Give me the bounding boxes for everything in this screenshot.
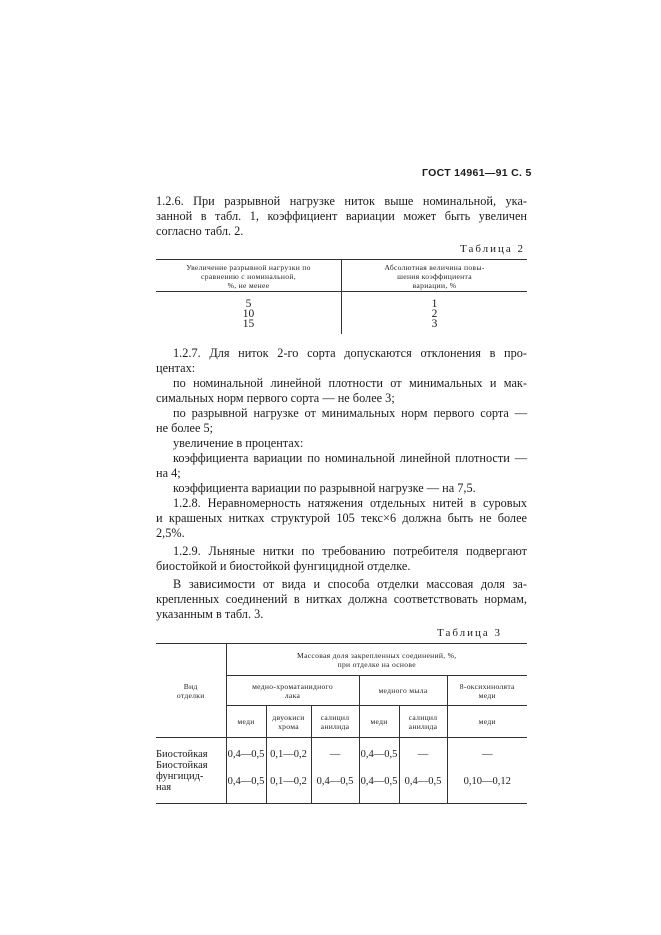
table-3-main-header: Массовая доля закрепленных соединений, %, при отделке на основе [226,644,527,676]
para-127-line-2: центах: [156,361,196,375]
table-2-cell: 5 [245,298,252,310]
table-2-cell: 1 [431,298,438,310]
table-3-cell: 0,4—0,5 [359,738,399,760]
table-3-sub-chromium: двуокиси хрома [266,706,311,738]
para-126-line-1: 1.2.6. При разрывной нагрузке ниток выше номинальной, ука- [156,194,527,208]
table-3-cell: 0,10—0,12 [463,775,511,787]
table-3-row-type: Биостойкая [156,738,226,760]
table-3-cell: 0,1—0,2 [266,760,311,804]
table-3-cell: — [311,738,359,760]
para-127-line-9: на 4; [156,466,181,480]
para-129-line-2: биостойкой и биостойкой фунгицидной отделке. [156,559,411,573]
para-127-line-3: по номинальной линейной плотности от минимальных и мак- [173,376,527,390]
table-2-increase-col [156,299,341,329]
para-127-line-7: увеличение в процентах: [173,436,304,450]
table-3-group-oxyquinolate: 8-оксихинолята меди [447,676,527,706]
para-126-line-3: согласно табл. 2. [156,224,244,238]
table-3-sub-salicylanilide: салицил анилида [399,706,447,738]
table-2-cell: 2 [431,308,438,320]
para-128-line-1: 1.2.8. Неравномерность натяжения отдельных нитей в суровых [173,496,527,510]
para-126-line-2: занной в табл. 1, коэффициент вариации может быть увеличен [156,209,527,223]
para-128-line-3: 2,5%. [156,526,185,540]
table-3-cell: 0,4—0,5 [359,760,399,804]
table-3-cell: 0,4—0,5 [311,760,359,804]
table-3-cell: 0,4—0,5 [399,760,447,804]
para-next-line-3: указанным в табл. 3. [156,607,264,621]
table-3-caption: Таблица 3 [437,627,503,639]
table-3-type-header: Вид отделки [156,644,226,738]
table-3-sub-salicylanilide: салицил анилида [311,706,359,738]
page-header: ГОСТ 14961—91 С. 5 [422,167,532,179]
para-127-line-8: коэффициента вариации по номинальной линейной плотности — [173,451,527,465]
table-3-group-copper-chromate: медно-хроматанидного лака [226,676,359,706]
table-3-sub-copper: меди [478,717,496,726]
para-127-line-1: 1.2.7. Для ниток 2-го сорта допускаются отклонения в про- [173,346,527,360]
table-3-sub-copper: меди [359,706,399,738]
table-2-col1-header: Увеличение разрывной нагрузки по сравнению с номинальной, %, не менее [186,263,311,290]
table-2-cell: 10 [242,308,255,320]
para-127-line-6: не более 5; [156,421,214,435]
para-127-line-10: коэффициента вариации по разрывной нагрузке — на 7,5. [173,481,476,495]
table-3-sub-copper: меди [226,706,266,738]
para-next-line-1: В зависимости от вида и способа отделки массовая доля за- [173,577,527,591]
para-128-line-2: и крашеных нитках структурой 105 текс×6 должна быть не более [156,511,527,525]
table-3-cell: — [399,738,447,760]
para-next-line-2: крепленных соединений в нитках должна соответствовать нормам, [156,592,527,606]
table-2-cell: 15 [242,318,255,330]
table-2-caption: Таблица 2 [460,243,526,255]
table-3-row-type: Биостойкая фунгицид- ная [156,760,226,804]
table-3-group-copper-soap: медного мыла [359,676,447,706]
table-2-col2-header: Абсолютная величина повы- шения коэффициента вариации, % [384,263,485,290]
para-127-line-4: симальных норм первого сорта — не более 3; [156,391,395,405]
table-3-cell: 0,4—0,5 [226,738,266,760]
para-129-line-1: 1.2.9. Льняные нитки по требованию потребителя подвергают [173,544,527,558]
table-3-cell: 0,4—0,5 [226,760,266,804]
table-3-cell: — [482,748,493,760]
para-127-line-5: по разрывной нагрузке от минимальных норм первого сорта — [173,406,527,420]
table-2-cell: 3 [431,318,438,330]
table-3-cell: 0,1—0,2 [266,738,311,760]
table-2-variation-col [342,299,527,329]
table-3 [156,643,527,804]
